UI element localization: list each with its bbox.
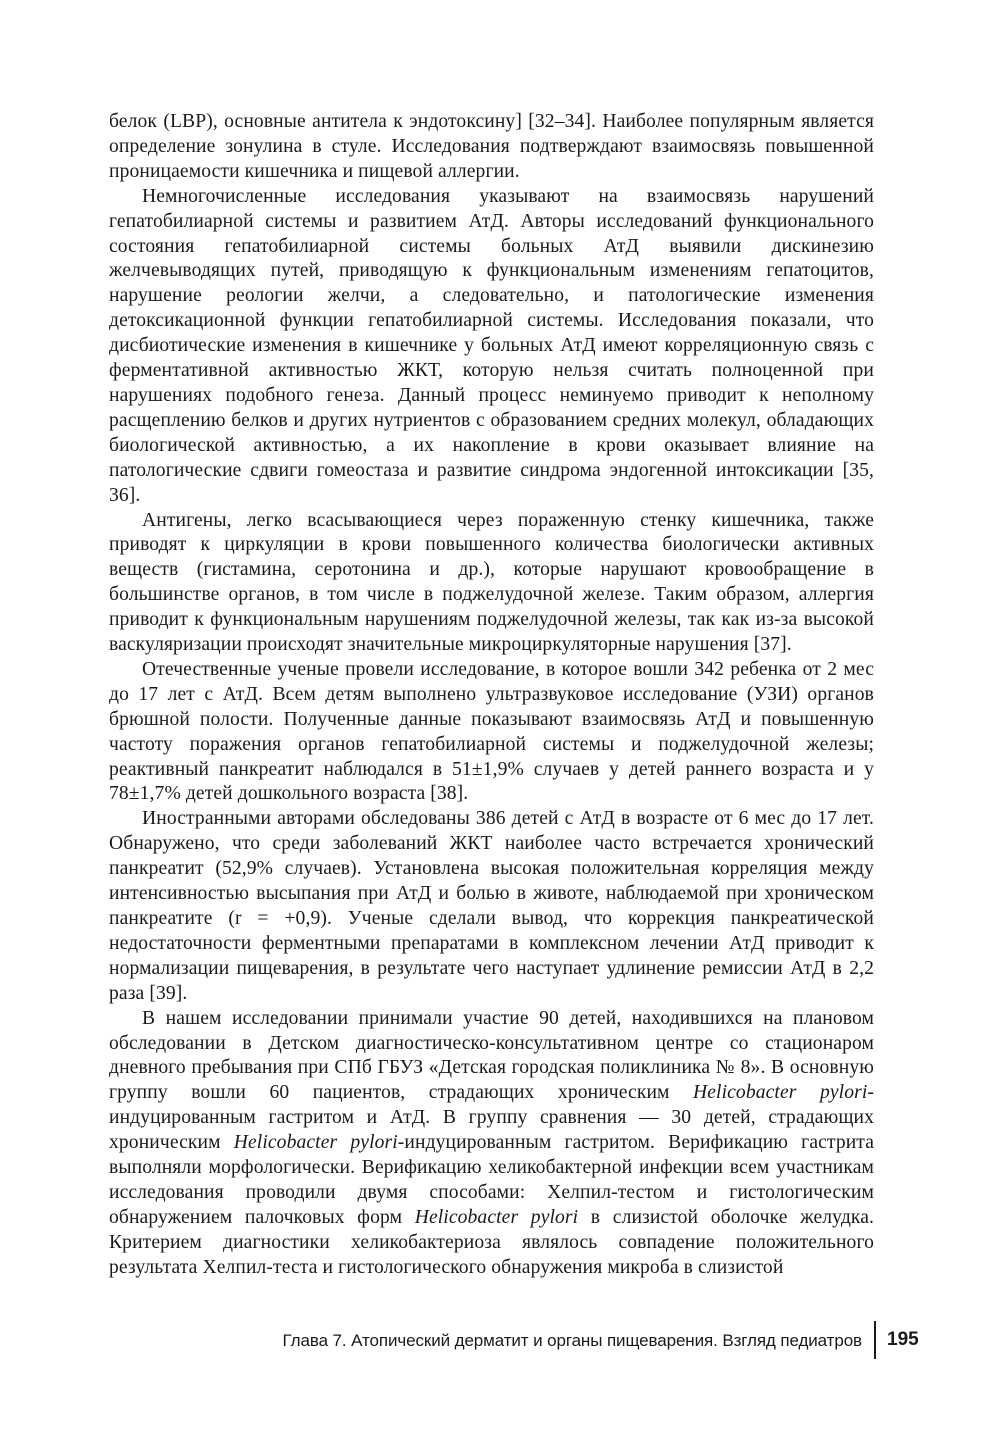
footer-divider xyxy=(874,1321,876,1359)
text-segment: -индуцированным гастритом. Верификацию гастрита выполняли морфологически. Верификацию хеликобактерной инфекции всем участникам исследования проводили двумя способами: Хелпил-тестом и гистологическим обнаружением палочковых форм xyxy=(109,1132,874,1228)
paragraph-6 xyxy=(109,1007,874,1281)
body-text xyxy=(109,110,874,1281)
italic-species-name: Helicobacter pylori xyxy=(233,1132,398,1154)
page-footer xyxy=(0,1321,1000,1361)
text-segment: в слизистой оболочке желудка. Критерием диагностики хеликобактериоза являлось совпадение положительного результата Хелпил-теста и гистологического обнаружения микроба в слизистой xyxy=(109,1206,875,1278)
page-number: 195 xyxy=(887,1329,919,1350)
text-segment: -индуцированным гастритом и АтД. В группу сравнения — 30 детей, страдающих хроническим xyxy=(109,1082,874,1154)
paragraph-3: Антигены, легко всасывающиеся через пораженную стенку кишечника, также приводят к циркуляции в крови повышенного количества биологически активных веществ (гистамина, серотонина и др.), которые нарушают кровообращение в большинстве органов, в том числе в поджелудочной железе. Таким образом, аллергия приводит к функциональным нарушениям поджелудочной железы, так как из-за высокой васкуляризации происходят значительные микроциркуляторные нарушения [37]. xyxy=(109,509,874,656)
italic-species-name: Helicobacter pylori xyxy=(414,1206,579,1228)
running-title: Глава 7. Атопический дерматит и органы пищеварения. Взгляд педиатров xyxy=(282,1331,862,1350)
paragraph-4: Отечественные ученые провели исследование, в которое вошли 342 ребенка от 2 мес до 17 лет с АтД. Всем детям выполнено ультразвуковое исследование (УЗИ) органов брюшной полости. Полученные данные показывают взаимосвязь АтД и повышенную частоту поражения органов гепатобилиарной системы и поджелудочной железы; реактивный панкреатит наблюдался в 51±1,9% случаев у детей раннего возраста и у 78±1,7% детей дошкольного возраста [38]. xyxy=(109,658,874,805)
text-segment: В нашем исследовании принимали участие 90 детей, находившихся на плановом обследовании в Детском диагностическо-консультативном центре со стационаром дневного пребывания при СПб ГБУЗ «Детская городская поликлиника № 8». В основную группу вошли 60 пациентов, страдающих хроническим xyxy=(109,1007,874,1104)
italic-species-name: Helicobacter pylori xyxy=(693,1082,868,1104)
paragraph-1: белок (LBP), основные антитела к эндотоксину] [32–34]. Наиболее популярным является определение зонулина в стуле. Исследования подтверждают взаимосвязь повышенной проницаемости кишечника и пищевой аллергии. xyxy=(109,111,874,182)
paragraph-2: Немногочисленные исследования указывают на взаимосвязь нарушений гепатобилиарной системы и развитием АтД. Авторы исследований функционального состояния гепатобилиарной системы больных АтД выявили дискинезию желчевыводящих путей, приводящую к функциональным изменениям гепатоцитов, нарушение реологии желчи, а следовательно, и патологические изменения детоксикационной функции гепатобилиарной системы. Исследования показали, что дисбиотические изменения в кишечнике у больных АтД имеют корреляционную связь с ферментативной активностью ЖКТ, которую нельзя считать полноценной при нарушениях подобного генеза. Данный процесс неминуемо приводит к неполному расщеплению белков и других нутриентов с образованием средних молекул, обладающих биологической активностью, а их накопление в крови оказывает влияние на патологические сдвиги гомеостаза и развитие синдрома эндогенной интоксикации [35, 36]. xyxy=(109,185,874,506)
paragraph-5: Иностранными авторами обследованы 386 детей с АтД в возрасте от 6 мес до 17 лет. Обнаружено, что среди заболеваний ЖКТ наиболее часто встречается хронический панкреатит (52,9% случаев). Установлена высокая положительная корреляция между интенсивностью высыпания при АтД и болью в животе, наблюдаемой при хроническом панкреатите (r = +0,9). Ученые сделали вывод, что коррекция панкреатической недостаточности ферментными препаратами в комплексном лечении АтД приводит к нормализации пищеварения, в результате чего наступает удлинение ремиссии АтД в 2,2 раза [39]. xyxy=(109,808,874,1004)
